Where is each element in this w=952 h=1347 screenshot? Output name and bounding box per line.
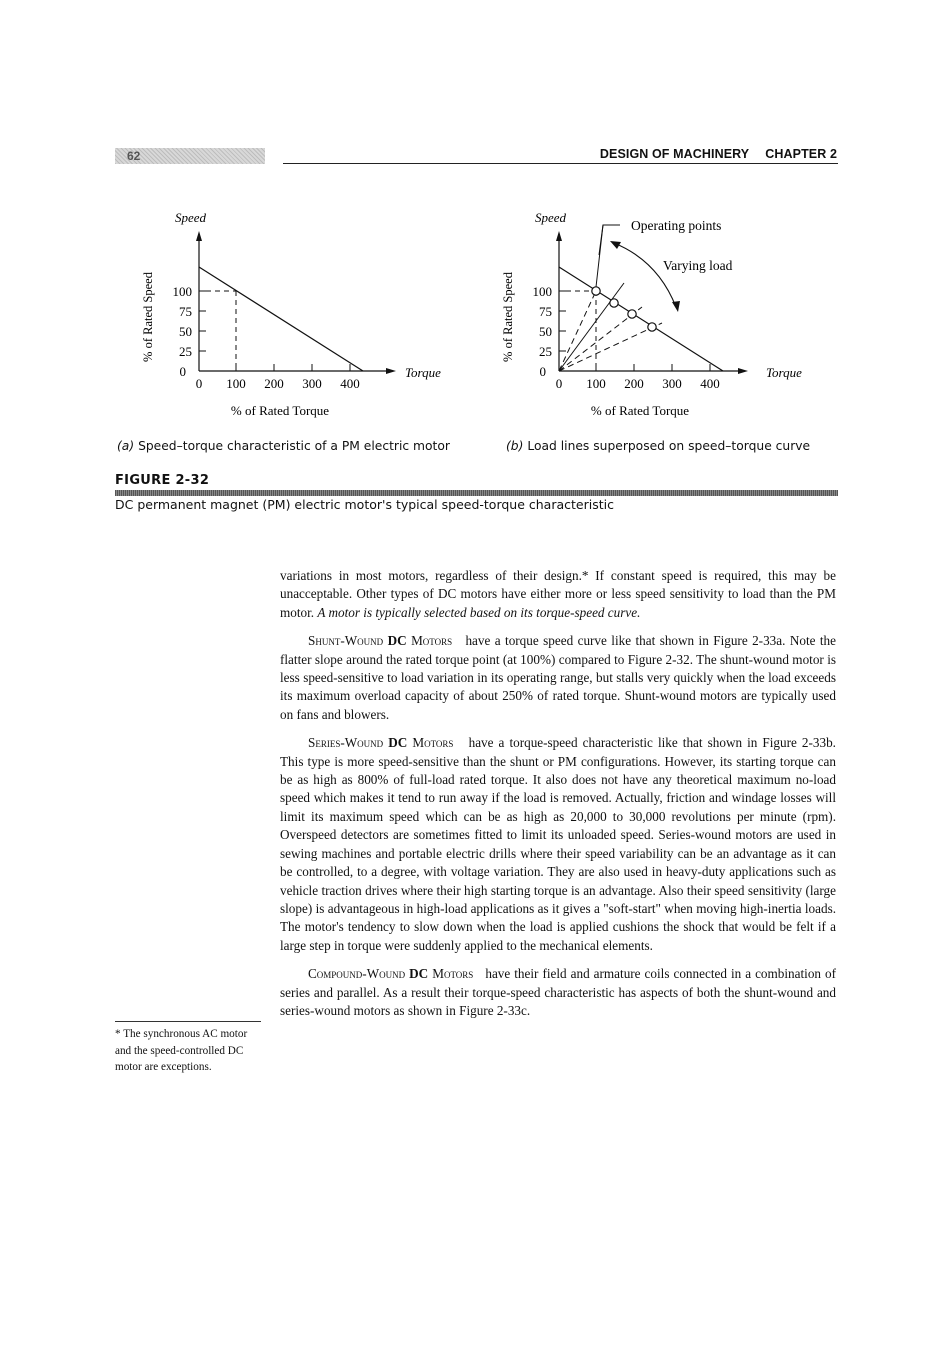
paragraph-shunt-wound: [280, 632, 836, 724]
varying-load-label: Varying load: [663, 258, 733, 273]
speed-torque-line: [559, 267, 723, 371]
speed-torque-line: [199, 267, 363, 371]
heading-part: Motors: [428, 966, 474, 982]
x-axis-label: % of Rated Torque: [590, 403, 690, 418]
paragraph-text: have a torque speed curve like that shown in Figure 2-33a. Note the flatter slope around the rated torque point (at 100%) compared to Figure 2-32. The shunt-wound motor is less speed-sensitive to load variation in its operating range, but stalls very quickly when the load exceeds its maximum overload capacity of about 250% of rated torque. Shunt-wound motors are typically used on fans and blowers.: [280, 633, 837, 722]
chapter-label: CHAPTER 2: [765, 147, 837, 161]
subcaption-b-letter: (b): [506, 439, 524, 453]
x-axis-title: Torque: [766, 365, 802, 380]
series-wound-heading: [308, 735, 453, 750]
heading-part: DC: [387, 633, 407, 649]
y-tick-label: 0: [179, 364, 186, 379]
x-tick-label: 400: [700, 376, 720, 391]
heading-part: Shunt-Wound: [308, 633, 388, 649]
figure-number: FIGURE 2-32: [115, 473, 210, 488]
y-tick-label: 25: [539, 344, 552, 359]
paragraph-compound-wound: [280, 965, 836, 1020]
book-title: DESIGN OF MACHINERY: [599, 147, 750, 161]
paragraph-1-text: variations in most motors, regardless of their design.* If constant speed is required, this may be unacceptable. Other types of DC motors have either more or less speed sensitivity to load than the PM motor.: [280, 568, 836, 620]
operating-points-leader: [596, 225, 620, 287]
y-tick-label: 75: [179, 304, 192, 319]
x-axis-label: % of Rated Torque: [230, 403, 330, 418]
x-axis-title: Torque: [405, 365, 441, 380]
subcaption-a-text: Speed–torque characteristic of a PM electric motor: [138, 439, 450, 453]
y-axis-title: Speed: [175, 210, 207, 225]
heading-part: DC: [388, 735, 408, 751]
footnote: * The synchronous AC motor and the speed-controlled DC motor are exceptions.: [115, 1028, 248, 1074]
varying-load-arrow: [614, 243, 676, 307]
y-tick-label: 25: [179, 344, 192, 359]
paragraph-1: [280, 567, 836, 622]
y-tick-label: 75: [539, 304, 552, 319]
operating-points-label: Operating points: [631, 218, 722, 233]
paragraph-text: have a torque-speed characteristic like that shown in Figure 2-33b. This type is more speed-sensitive than the shunt or PM configurations. However, its starting torque can be as high as 800% of full-load rated torque. It also does not have any theoretical maximum no-load speed which makes it tend to run away if the load is removed. Actually, friction and windage losses will limit its maximum speed which can be as high as 20,000 to 30,000 revolutions per minute (rpm). Overspeed detectors are sometimes fitted to limit its unloaded speed. Series-wound motors are used in sewing machines and portable electric drills where their speed variability can be an advantage as it can be controlled, to a degree, with voltage variation. They are also used in heavy-duty applications such as vehicle traction drives where their high starting torque is an advantage. Also their speed sensitivity (large slope) is advantageous in high-load applications as it gives a "soft-start" when moving high-inertia loads. The motor's tendency to slow down when the load is applied cushions the shock that would be felt if a large step in torque were suddenly applied to the mechanical elements.: [280, 735, 836, 953]
header-rule: [283, 163, 838, 164]
x-ticks: [236, 364, 350, 371]
footnote-rule: [115, 1021, 261, 1022]
subcaption-b-text: Load lines superposed on speed–torque curve: [527, 439, 811, 453]
heading-part: Series-Wound: [308, 735, 389, 751]
y-axis-arrow: [196, 231, 202, 241]
x-tick-label: 100: [226, 376, 246, 391]
figure-caption-bar: [115, 490, 838, 496]
y-axis-label: % of Rated Speed: [501, 272, 515, 362]
subcaption-a: [117, 439, 450, 453]
y-tick-label: 100: [532, 284, 552, 299]
x-tick-label: 100: [586, 376, 606, 391]
x-axis-arrow: [738, 368, 748, 374]
y-axis-arrow: [556, 231, 562, 241]
figure-caption: DC permanent magnet (PM) electric motor's typical speed-torque characteristic: [115, 497, 614, 512]
y-tick-label: 100: [172, 284, 192, 299]
rated-point-guides: [206, 291, 236, 364]
body-text: [280, 567, 836, 1030]
heading-part: Motors: [406, 633, 453, 649]
y-ticks: [199, 291, 206, 351]
paragraph-1-emphasis: A motor is typically selected based on its torque-speed curve.: [317, 604, 641, 620]
heading-part: Motors: [407, 735, 454, 751]
y-ticks: [559, 291, 566, 351]
heading-part: Compound-Wound: [308, 966, 410, 982]
y-tick-label: 50: [179, 324, 192, 339]
x-tick-label: 200: [264, 376, 284, 391]
x-tick-label: 200: [624, 376, 644, 391]
shunt-wound-heading: [308, 633, 452, 648]
subcaption-b: [506, 439, 810, 453]
subcaption-a-letter: (a): [117, 439, 135, 453]
page-number: 62: [115, 148, 265, 164]
figure-panel-b: [490, 195, 830, 420]
x-ticks: [596, 364, 710, 371]
paragraph-series-wound: [280, 734, 836, 955]
y-tick-label: 0: [539, 364, 546, 379]
x-axis-arrow: [386, 368, 396, 374]
y-axis-label: % of Rated Speed: [141, 272, 155, 362]
y-tick-label: 50: [539, 324, 552, 339]
x-tick-label: 300: [302, 376, 322, 391]
paragraph-text: have their field and armature coils connected in a combination of series and parallel. As a result their torque-speed characteristic has aspects of both the shunt-wound and series-wound motors as shown in Figure 2-33c.: [280, 966, 836, 1018]
x-tick-label: 0: [195, 376, 203, 391]
heading-part: DC: [409, 966, 429, 982]
varying-load-arrowhead-bottom: [672, 301, 680, 312]
load-lines: [559, 283, 662, 371]
x-tick-label: 0: [555, 376, 563, 391]
x-tick-label: 400: [340, 376, 360, 391]
running-head: [600, 147, 837, 161]
y-axis-title: Speed: [535, 210, 567, 225]
compound-wound-heading: [308, 966, 473, 981]
x-tick-label: 300: [662, 376, 682, 391]
figure-panel-a: [130, 195, 470, 420]
